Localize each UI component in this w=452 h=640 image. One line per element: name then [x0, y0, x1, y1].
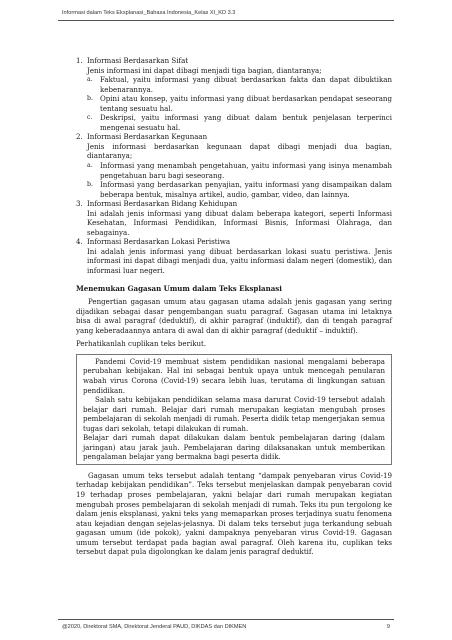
- item-marker: a.: [87, 162, 93, 170]
- quote-paragraph: Pandemi Covid-19 membuat sistem pendidikan nasional mengalami beberapa perubahan kebijakan. Hal ini sebagai bentuk upaya untuk mencegah penularan wabah virus Corona (Covid-19) secara lebih luas, terutama di lingkungan satuan pendidikan.: [83, 356, 385, 395]
- section-kegunaan: [76, 132, 392, 199]
- page-number: 9: [386, 624, 390, 630]
- footer-divider: [58, 619, 394, 620]
- item-text: Deskripsi, yaitu informasi yang dibuat dalam bentuk penjelasan terperinci mengenai sesuatu hal.: [100, 113, 392, 132]
- section-text: Ini adalah jenis informasi yang dibuat dalam beberapa kategori, seperti Informasi Kesehatan, Informasi Pendidikan, Informasi Bisnis, Informasi Olahraga, dan sebagainya.: [87, 208, 392, 237]
- list-item: [76, 113, 392, 132]
- item-text: Informasi yang berdasarkan penyajian, yaitu informasi yang disampaikan dalam beberapa bentuk, misalnya artikel, audio, gambar, video, dan lainnya.: [100, 180, 392, 199]
- item-text: Informasi yang menambah pengetahuan, yaitu informasi yang isinya menambah pengetahuan baru bagi seseorang.: [100, 161, 392, 180]
- page-footer: [62, 624, 390, 630]
- item-marker: b.: [87, 181, 93, 189]
- section-heading: Menemukan Gagasan Umum dalam Teks Eksplanasi: [76, 283, 282, 293]
- footer-credit: @2020, Direktorat SMA, Direktorat Jenderal PAUD, DIKDAS dan DIKMEN: [62, 624, 247, 630]
- item-text: Opini atau konsep, yaitu informasi yang dibuat berdasarkan pendapat seseorang tentang sesuatu hal.: [100, 94, 392, 113]
- section-number: 1.: [76, 56, 83, 65]
- section-text: Jenis informasi berdasarkan kegunaan dapat dibagi menjadi dua bagian, diantaranya;: [87, 141, 392, 161]
- running-header: Informasi dalam Teks Eksplanasi_Bahasa Indonesia_Kelas XI_KD 3.3: [62, 10, 236, 16]
- section-sifat: [76, 56, 392, 132]
- item-marker: c.: [87, 114, 93, 122]
- quote-paragraph: Salah satu kebijakan pendidikan selama masa darurat Covid-19 tersebut adalah belajar dari rumah. Belajar dari rumah merupakan kegiatan mengubah proses pembelajaran di sekolah menjadi di rumah. Peserta didik tetap mengerjakan semua tugas dari sekolah, tetapi dilakukan di rumah.: [83, 395, 385, 433]
- instruction-text: Perhatikanlah cuplikan teks berikut.: [76, 339, 207, 349]
- item-text: Faktual, yaitu informasi yang dibuat berdasarkan fakta dan dapat dibuktikan kebenarannya.: [100, 75, 392, 94]
- section-bidang: [76, 199, 392, 237]
- section-number: 4.: [76, 237, 83, 247]
- section-title: Informasi Berdasarkan Lokasi Peristiwa: [87, 237, 231, 247]
- section-number: 2.: [76, 132, 83, 142]
- section-number: 3.: [76, 199, 83, 209]
- header-divider: [58, 20, 394, 21]
- section-lokasi: [76, 237, 392, 275]
- section-title: Informasi Berdasarkan Kegunaan: [87, 132, 208, 142]
- section-text: Jenis informasi ini dapat dibagi menjadi tiga bagian, diantaranya;: [87, 65, 322, 75]
- section-title: Informasi Berdasarkan Bidang Kehidupan: [87, 199, 238, 209]
- item-marker: a.: [87, 76, 93, 84]
- paragraph-definition: Pengertian gagasan umum atau gagasan utama adalah jenis gagasan yang sering dijadikan sebagai dasar pengembangan suatu paragraf. Gagasan utama ini letaknya bisa di awal paragraf (deduktif), di akhir paragraf (induktif), dan di tengah paragraf yang keberadaannya antara di awal dan di akhir paragraf (deduktif – induktif).: [76, 297, 392, 335]
- list-item: [76, 180, 392, 199]
- quoted-text-box: [76, 354, 392, 465]
- list-item: [76, 161, 392, 180]
- quote-paragraph: Belajar dari rumah dapat dilakukan dalam bentuk pembelajaran daring (dalam jaringan) atau jarak jauh. Pembelajaran daring dilaksanakan untuk memberikan pengalaman belajar yang bermakna bagi peserta didik.: [83, 433, 385, 462]
- list-item: [76, 94, 392, 113]
- item-marker: b.: [87, 95, 93, 103]
- page-content: [76, 56, 392, 564]
- list-item: [76, 75, 392, 94]
- paragraph-analysis: Gagasan umum teks tersebut adalah tentang “dampak penyebaran virus Covid-19 terhadap kebijakan pendidikan”. Teks tersebut menjelaskan dampak penyebaran covid 19 terhadap proses pembelajaran, yakni belajar dari rumah merupakan kegiatan mengubah proses pembelajaran di sekolah menjadi di rumah. Teks itu pun tergolong ke dalam jenis eksplanasi, yakni teks yang memaparkan proses terjadinya suatu fenomena atau kejadian dengan sejelas-jelasnya. Di dalam teks tersebut juga terkandung sebuah gagasan umum (ide pokok), yakni dampaknya penyebaran virus Covid-19. Gagasan umum tersebut terdapat pada bagian awal paragraf. Oleh karena itu, cuplikan teks tersebut dapat pula digolongkan ke dalam jenis paragraf deduktif.: [76, 470, 392, 557]
- section-text: Ini adalah jenis informasi yang dibuat berdasarkan lokasi suatu peristiwa. Jenis informasi ini dapat dibagi menjadi dua, yaitu informasi dalam negeri (domestik), dan informasi luar negeri.: [87, 246, 392, 276]
- section-title: Informasi Berdasarkan Sifat: [87, 56, 189, 65]
